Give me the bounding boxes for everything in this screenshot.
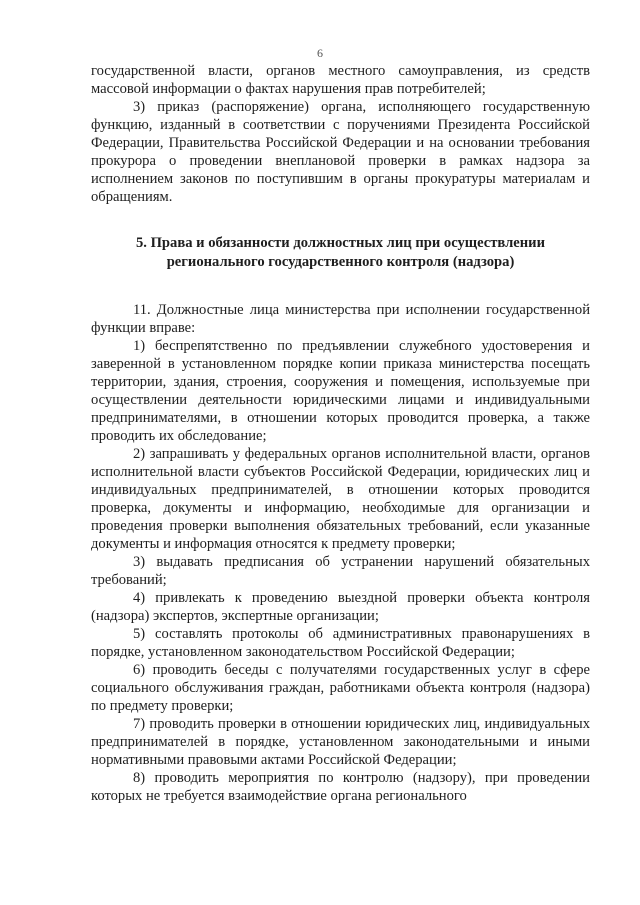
list-item-8: 8) проводить мероприятия по контролю (надзору), при проведении которых не требуется взаимодействие органа регионального [91, 770, 590, 804]
list-item-7: 7) проводить проверки в отношении юридических лиц, индивидуальных предпринимателей в порядке, установленном законодательными и иными нормативными правовыми актами Российской Федерации; [91, 716, 590, 768]
paragraph-item-3: 3) приказ (распоряжение) органа, исполняющего государственную функцию, изданный в соответствии с поручениями Президента Российской Федерации, Правительства Российской Федерации и на основании требования прокурора о проведении внеплановой проверки в рамках надзора за исполнением законов по поступившим в органы прокуратуры материалам и обращениям. [91, 99, 590, 205]
list-item-4: 4) привлекать к проведению выездной проверки объекта контроля (надзора) экспертов, экспертные организации; [91, 590, 590, 624]
page-number: 6 [317, 46, 323, 60]
list-item-3: 3) выдавать предписания об устранении нарушений обязательных требований; [91, 554, 590, 588]
section-heading-line-1: 5. Права и обязанности должностных лиц при осуществлении [135, 235, 546, 251]
list-item-6: 6) проводить беседы с получателями государственных услуг в сфере социального обслуживания граждан, работниками объекта контроля (надзора) по предмету проверки; [91, 662, 590, 714]
section-heading-line-2: регионального государственного контроля (надзора) [166, 254, 515, 270]
section-heading [91, 234, 590, 272]
paragraph-11: 11. Должностные лица министерства при исполнении государственной функции вправе: [91, 302, 590, 336]
list-item-5: 5) составлять протоколы об административных правонарушениях в порядке, установленном законодательством Российской Федерации; [91, 626, 590, 660]
list-item-1: 1) беспрепятственно по предъявлении служебного удостоверения и заверенной в установленном порядке копии приказа министерства посещать территории, здания, строения, сооружения и помещения, используемые при осуществлении деятельности юридическими лицами и индивидуальными предпринимателями, в отношении которых проводится проверка, а также проводить их обследование; [91, 338, 590, 444]
paragraph-continuation: государственной власти, органов местного самоуправления, из средств массовой информации о фактах нарушения прав потребителей; [91, 63, 590, 97]
list-item-2: 2) запрашивать у федеральных органов исполнительной власти, органов исполнительной власти субъектов Российской Федерации, юридических лиц и индивидуальных предпринимателей, в отношении которых проводится проверка, документы и информацию, необходимые для организации и проведения проверки выполнения обязательных требований, если указанные документы и информация относятся к предмету проверки; [91, 446, 590, 552]
document-body [91, 62, 590, 805]
